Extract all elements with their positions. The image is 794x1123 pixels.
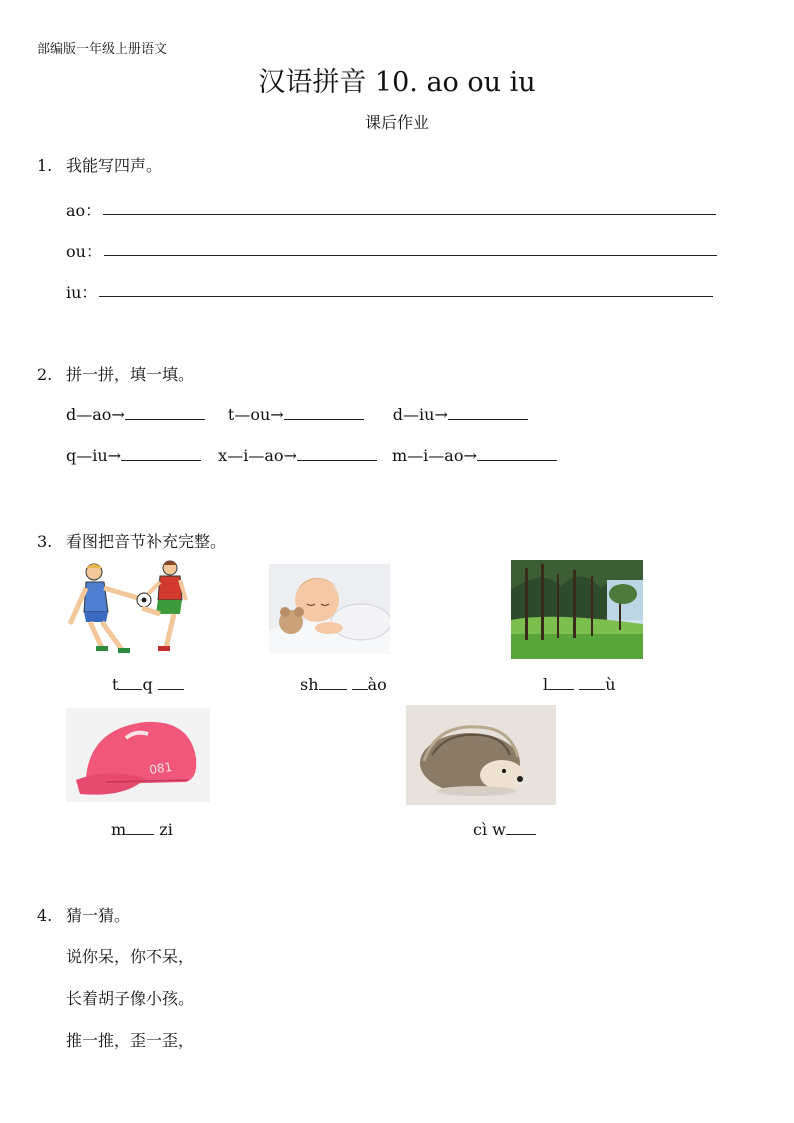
q2-prompt: 拼一拼，填一填。 <box>66 365 195 384</box>
answer-blank[interactable] <box>125 405 205 420</box>
syllable-forest: l ù <box>543 675 616 694</box>
page-subtitle: 课后作业 <box>364 113 429 132</box>
answer-blank[interactable] <box>319 675 347 690</box>
syllable-sleep: sh ào <box>300 675 387 694</box>
answer-blank[interactable] <box>448 405 528 420</box>
forest-picture <box>511 560 643 659</box>
answer-blank[interactable] <box>126 820 154 835</box>
q3-number: 3. <box>37 532 53 551</box>
answer-blank[interactable] <box>579 675 605 690</box>
answer-blank[interactable] <box>158 675 184 690</box>
q1-write-line-ou[interactable] <box>104 255 717 256</box>
hedgehog-picture <box>406 705 556 805</box>
series-label: 部编版一年级上册语文 <box>37 42 168 57</box>
q1-label-ao: ao： <box>66 201 102 220</box>
red-cap-picture <box>66 708 210 802</box>
page-title: 汉语拼音 10. ao ou iu <box>258 67 536 98</box>
svg-text:081: 081 <box>148 759 174 777</box>
soccer-kids-picture <box>64 560 188 660</box>
q4-number: 4. <box>37 906 53 925</box>
q1-label-iu: iu： <box>66 283 98 302</box>
q2-item-x-i-ao: x—i—ao→ <box>218 446 377 465</box>
answer-blank[interactable] <box>506 820 536 835</box>
q2-item-d-iu: d—iu→ <box>393 405 528 424</box>
answer-blank[interactable] <box>121 446 201 461</box>
q2-item-m-i-ao: m—i—ao→ <box>392 446 557 465</box>
q2-item-t-ou: t—ou→ <box>228 405 364 424</box>
sleeping-baby-picture <box>269 564 390 654</box>
answer-blank[interactable] <box>297 446 377 461</box>
q2-item-d-ao: d—ao→ <box>66 405 205 424</box>
q1-write-line-iu[interactable] <box>99 296 713 297</box>
q2-row-1 <box>66 405 528 424</box>
answer-blank[interactable] <box>118 675 142 690</box>
q2-row-2 <box>66 446 557 465</box>
syllable-cap: m zi <box>111 820 173 839</box>
q3-prompt: 看图把音节补充完整。 <box>66 532 227 551</box>
q2-item-q-iu: q—iu→ <box>66 446 201 465</box>
syllable-soccer: t q <box>112 675 184 694</box>
q1-write-line-ao[interactable] <box>103 214 716 215</box>
answer-blank[interactable] <box>352 675 368 690</box>
q1-label-ou: ou： <box>66 242 102 261</box>
q2-number: 2. <box>37 365 53 384</box>
answer-blank[interactable] <box>477 446 557 461</box>
syllable-hedgehog: cì w <box>473 820 536 839</box>
riddle-line-1: 说你呆，你不呆， <box>66 947 195 966</box>
answer-blank[interactable] <box>548 675 574 690</box>
q1-prompt: 我能写四声。 <box>66 156 163 175</box>
q1-number: 1. <box>37 156 53 175</box>
riddle-line-3: 推一推，歪一歪， <box>66 1031 195 1050</box>
riddle-line-2: 长着胡子像小孩。 <box>66 989 195 1008</box>
q4-prompt: 猜一猜。 <box>66 906 131 925</box>
answer-blank[interactable] <box>284 405 364 420</box>
